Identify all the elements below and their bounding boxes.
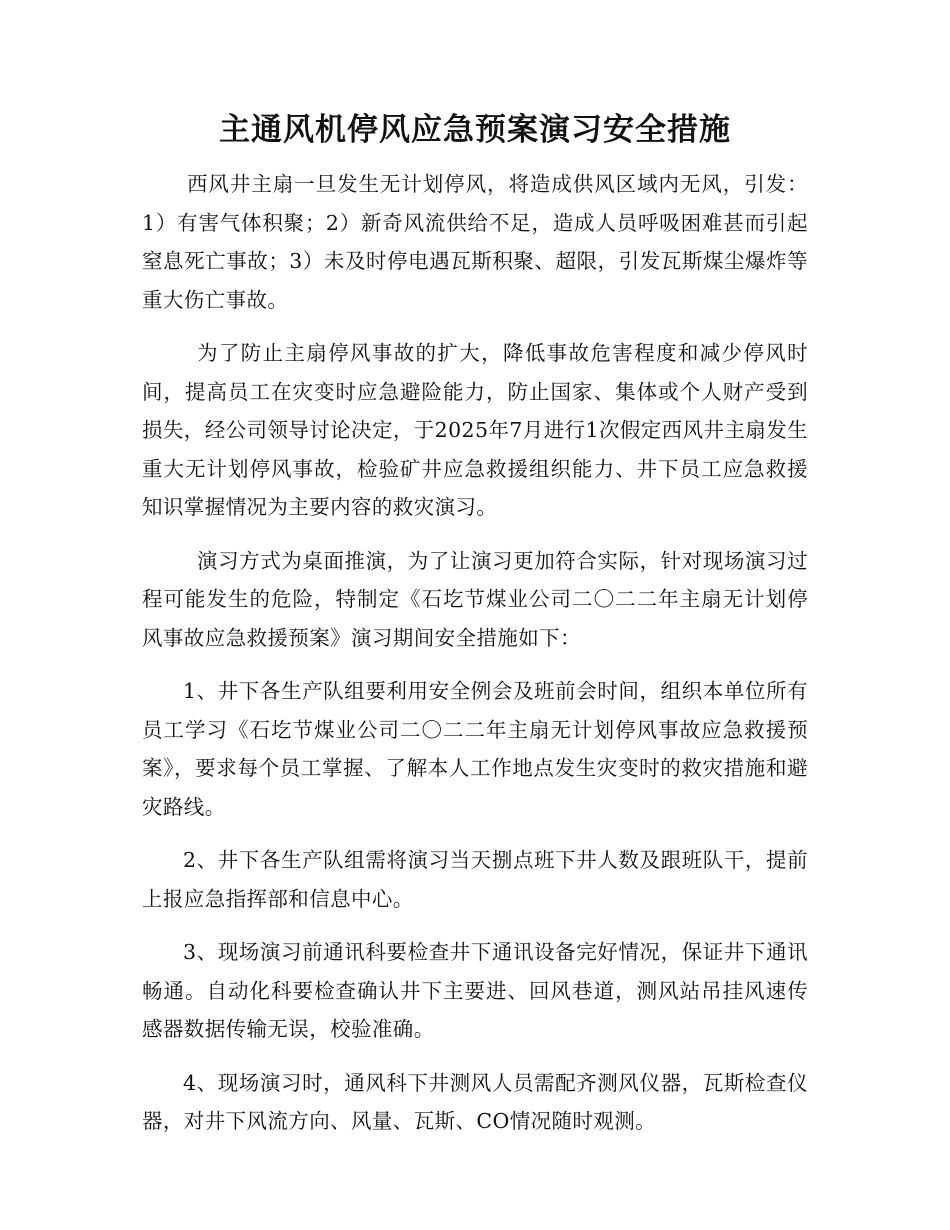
paragraph-purpose: 为了防止主扇停风事故的扩大，降低事故危害程度和减少停风时间，提高员工在灾变时应急避险能力，防止国家、集体或个人财产受到损失，经公司领导讨论决定，于2025年7月进行1次假定西风井主扇发生重大无计划停风事故，检验矿井应急救援组织能力、井下员工应急救援知识掌握情况为主要内容的救灾演习。 <box>142 341 808 519</box>
paragraph-measure-1: 1、井下各生产队组要利用安全例会及班前会时间，组织本单位所有员工学习《石圪节煤业公司二〇二二年主扇无计划停风事故应急救援预案》，要求每个员工掌握、了解本人工作地点发生灾变时的救灾措施和避灾路线。 <box>142 679 808 819</box>
paragraph-intro: 西风井主扇一旦发生无计划停风，将造成供风区域内无风，引发：1）有害气体积聚；2）新奇风流供给不足，造成人员呼吸困难甚而引起窒息死亡事故；3）未及时停电遇瓦斯积聚、超限，引发瓦斯煤尘爆炸等重大伤亡事故。 <box>142 172 808 312</box>
paragraph-measure-4: 4、现场演习时，通风科下井测风人员需配齐测风仪器，瓦斯检查仪器，对井下风流方向、风量、瓦斯、CO情况随时观测。 <box>142 1070 808 1133</box>
paragraph-measure-3: 3、现场演习前通讯科要检查井下通讯设备完好情况，保证井下通讯畅通。自动化科要检查确认井下主要进、回风巷道，测风站吊挂风速传感器数据传输无误，校验准确。 <box>142 940 808 1041</box>
document-title: 主通风机停风应急预案演习安全措施 <box>219 112 731 148</box>
document-body <box>142 165 808 1141</box>
paragraph-method: 演习方式为桌面推演，为了让演习更加符合实际，针对现场演习过程可能发生的危险，特制定《石圪节煤业公司二〇二二年主扇无计划停风事故应急救援预案》演习期间安全措施如下： <box>142 548 808 650</box>
paragraph-measure-2: 2、井下各生产队组需将演习当天捌点班下井人数及跟班队干，提前上报应急指挥部和信息中心。 <box>142 848 808 911</box>
